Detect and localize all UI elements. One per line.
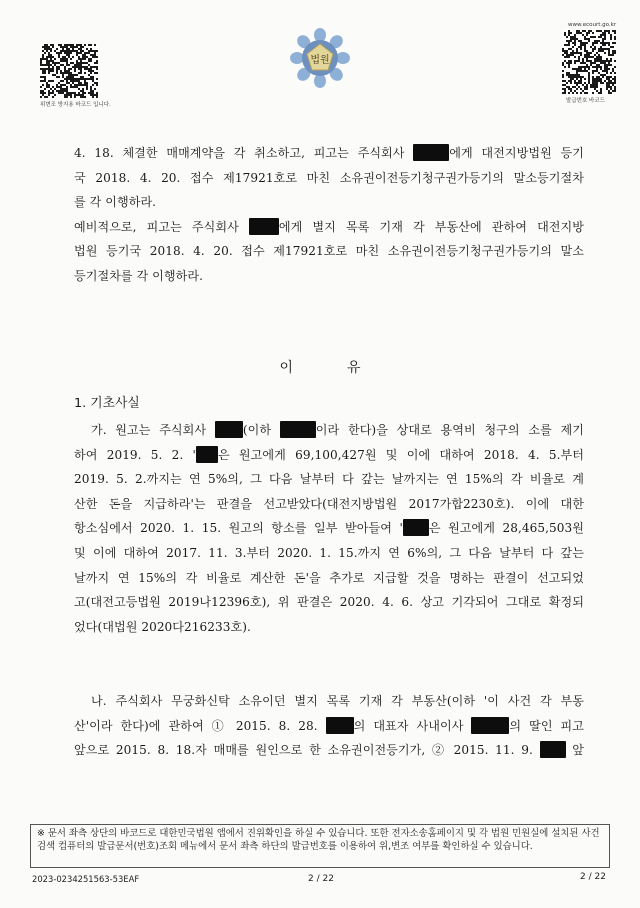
- redaction-block: [471, 717, 509, 734]
- text-segment: 하여 2019. 5. 2. ': [74, 447, 196, 462]
- text-line: [74, 418, 584, 443]
- top-paragraph: [74, 141, 584, 289]
- text-segment: 었다(대법원 2020다216233호).: [74, 619, 251, 634]
- page-number-right: 2 / 22: [580, 872, 606, 882]
- reason-heading-left: 이: [279, 360, 293, 376]
- text-segment: 산한 돈을 지급하라'는 판결을 선고받았다(대전지방법원 2017가합2230호). 이에 대한: [74, 496, 584, 511]
- court-emblem-icon: [288, 26, 352, 90]
- right-barcode-url: www.ecourt.go.kr: [568, 22, 617, 28]
- text-segment: 법원 등기국 2018. 4. 20. 접수 제17921호로 마친 소유권이전등기청구권가등기의 말소: [74, 244, 584, 259]
- reason-heading-right: 유: [347, 360, 361, 376]
- reason-heading: [0, 357, 640, 377]
- text-line: [74, 516, 584, 541]
- redaction-block: [403, 519, 429, 536]
- text-line: [74, 615, 584, 640]
- text-line: [74, 141, 584, 166]
- text-segment: 산'이라 한다)에 관하여 ① 2015. 8. 28.: [74, 718, 326, 733]
- text-line: [74, 467, 584, 492]
- verification-notice-box: [30, 824, 610, 868]
- emblem-text: 법원: [310, 55, 330, 66]
- redaction-block: [280, 421, 316, 438]
- text-segment: 에게 별지 목록 기재 각 부동산에 관하여 대전지방: [278, 219, 584, 234]
- page-number-center: 2 / 22: [308, 874, 334, 884]
- redaction-block: [413, 144, 449, 161]
- text-line: [74, 714, 584, 739]
- text-line: [74, 689, 584, 714]
- text-segment: 국 2018. 4. 20. 접수 제17921호로 마친 소유권이전등기청구권가등기의 말소등기절차: [74, 170, 584, 185]
- text-line: [74, 541, 584, 566]
- text-segment: 고(대전고등법원 2019나12396호), 위 판결은 2020. 4. 6. 상고 기각되어 그대로 확정되: [74, 595, 584, 610]
- text-segment: 의 딸인 피고: [509, 718, 584, 733]
- text-segment: 에게 대전지방법원 등기: [449, 146, 584, 160]
- section-title: 1. 기초사실: [74, 396, 140, 411]
- verification-notice-text: ※ 문서 좌측 상단의 바코드로 대한민국법원 앱에서 진위확인을 하실 수 있습니다. 또한 전자소송홈페이지 및 각 법원 민원실에 설치된 사건검색 컴퓨터의 발급문서(번호)조회 메뉴에서 문서 좌측 하단의 발급번호를 이용하여 위,변조 여부를 확인하실 수 있습니다.: [37, 828, 600, 852]
- text-line: [74, 738, 584, 763]
- text-line: [74, 190, 584, 215]
- text-line: [74, 215, 584, 240]
- left-verification-barcode: [40, 44, 98, 98]
- issue-number: 2023-0234251563-53EAF: [32, 874, 140, 884]
- text-segment: 날까지 연 15%의 각 비율로 계산한 돈'을 추가로 지급할 것을 명하는 판결이 선고되었: [74, 570, 584, 585]
- text-segment: 나. 주식회사 무궁화신탁 소유이던 별지 목록 기재 각 부동산(이하 '이 사건 각 부동: [74, 694, 584, 708]
- redaction-block: [326, 717, 354, 734]
- right-barcode-caption: 발급번호 바코드: [566, 98, 605, 104]
- text-line: [74, 166, 584, 191]
- text-segment: 앞: [565, 743, 584, 758]
- text-segment: 은 원고에게 28,465,503원: [428, 521, 584, 536]
- text-line: [74, 264, 584, 289]
- redaction-block: [540, 741, 566, 758]
- left-barcode-caption: 위변조 방지용 바코드 입니다.: [40, 102, 111, 108]
- text-segment: 2019. 5. 2.까지는 연 5%의, 그 다음 날부터 다 갚는 날까지는 연 15%의 각 비율로 계: [74, 472, 584, 487]
- text-segment: 은 원고에게 69,100,427원 및 이에 대하여 2018. 4. 5.부터: [217, 447, 584, 462]
- text-line: [74, 239, 584, 264]
- text-segment: 의 대표자 사내이사: [353, 718, 472, 733]
- text-segment: 및 이에 대하여 2017. 11. 3.부터 2020. 1. 15.까지 연 6%의, 그 다음 날부터 다 갚는: [74, 545, 584, 560]
- text-segment: (이하: [242, 423, 280, 437]
- text-segment: 이라 한다)을 상대로 용역비 청구의 소를 제기: [315, 423, 584, 437]
- text-line: [74, 590, 584, 615]
- text-line: [74, 566, 584, 591]
- text-segment: 앞으로 2015. 8. 18.자 매매를 원인으로 한 소유권이전등기가, ② 2015. 11. 9.: [74, 743, 540, 758]
- text-segment: 등기절차를 각 이행하라.: [74, 268, 204, 283]
- text-line: [74, 443, 584, 468]
- redaction-block: [215, 421, 243, 438]
- text-line: [74, 492, 584, 517]
- redaction-block: [249, 218, 279, 235]
- redaction-block: [196, 446, 218, 463]
- right-issue-barcode: [562, 30, 616, 94]
- text-segment: 예비적으로, 피고는 주식회사: [74, 219, 249, 234]
- text-segment: 가. 원고는 주식회사: [74, 423, 215, 437]
- paragraph-ga: [74, 418, 584, 639]
- text-segment: 를 각 이행하라.: [74, 195, 157, 210]
- paragraph-na: [74, 689, 584, 763]
- text-segment: 4. 18. 체결한 매매계약을 각 취소하고, 피고는 주식회사: [74, 146, 414, 160]
- text-segment: 항소심에서 2020. 1. 15. 원고의 항소를 일부 받아들여 ': [74, 521, 403, 536]
